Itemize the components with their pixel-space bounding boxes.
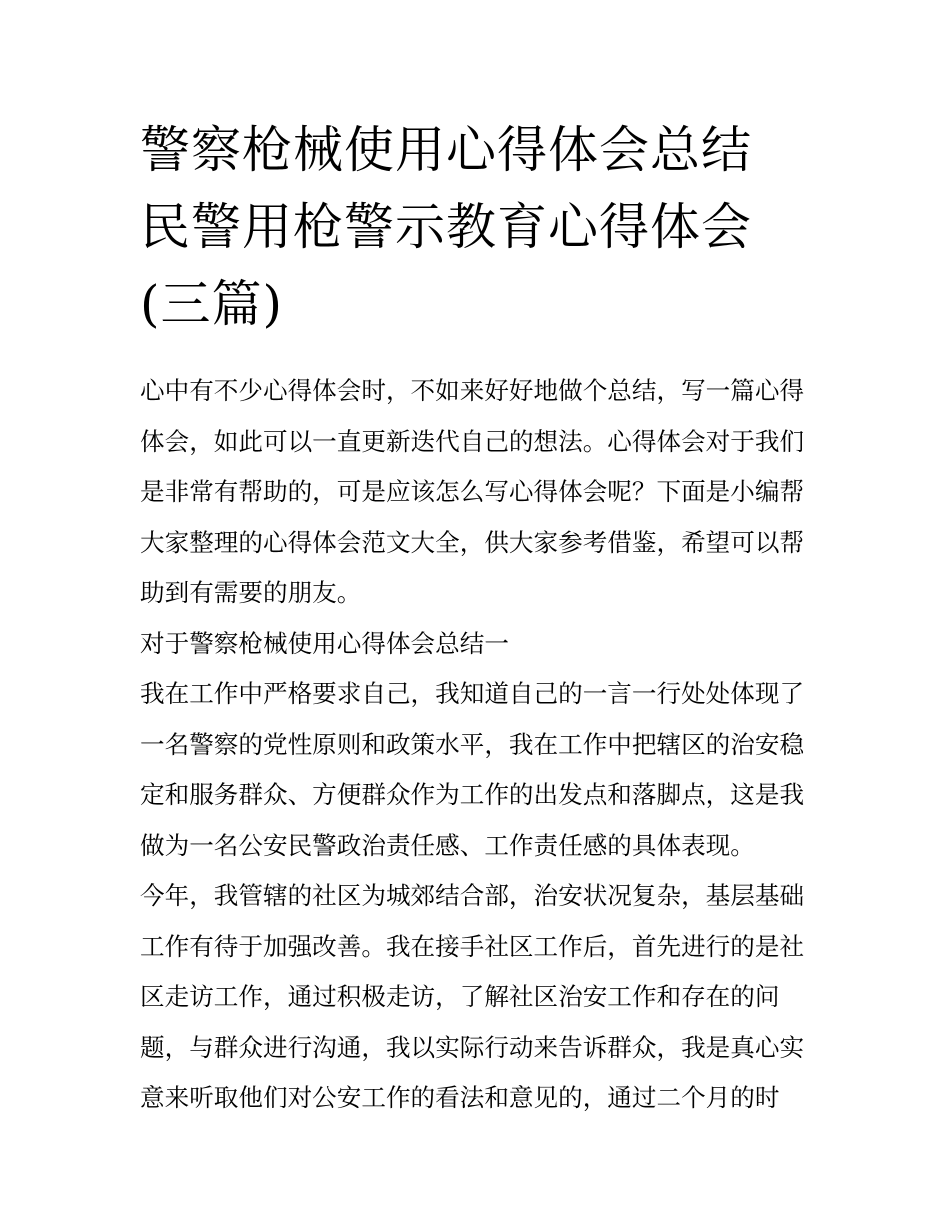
section-heading: 对于警察枪械使用心得体会总结一 bbox=[140, 628, 509, 658]
intro-paragraph bbox=[140, 366, 812, 619]
paragraph-line: 我在工作中严格要求自己，我知道自己的一言一行处处体现了 bbox=[140, 679, 805, 708]
body-paragraph-1 bbox=[140, 669, 812, 871]
paragraph-line: 一名警察的党性原则和政策水平，我在工作中把辖区的治安稳 bbox=[140, 729, 805, 759]
intro-line: 大家整理的心得体会范文大全，供大家参考借鉴，希望可以帮 bbox=[140, 527, 805, 557]
document-title: 警察枪械使用心得体会总结 民警用枪警示教育心得体会(三篇) bbox=[140, 121, 752, 333]
paragraph-line: 工作有待于加强改善。我在接手社区工作后，首先进行的是社 bbox=[140, 931, 805, 961]
body-paragraph-2 bbox=[140, 871, 812, 1124]
paragraph-line: 今年，我管辖的社区为城郊结合部，治安状况复杂，基层基础 bbox=[140, 881, 805, 910]
paragraph-line: 题，与群众进行沟通，我以实际行动来告诉群众，我是真心实 bbox=[140, 1032, 805, 1062]
intro-line: 是非常有帮助的，可是应该怎么写心得体会呢？下面是小编帮 bbox=[140, 477, 805, 506]
paragraph-line: 区走访工作，通过积极走访，了解社区治安工作和存在的问 bbox=[140, 982, 780, 1011]
intro-line: 体会，如此可以一直更新迭代自己的想法。心得体会对于我们 bbox=[140, 426, 805, 456]
intro-line: 助到有需要的朋友。 bbox=[140, 578, 362, 607]
paragraph-line: 意来听取他们对公安工作的看法和意见的，通过二个月的时 bbox=[140, 1083, 780, 1112]
intro-line: 心中有不少心得体会时，不如来好好地做个总结，写一篇心得 bbox=[140, 376, 805, 405]
document-page bbox=[140, 112, 812, 1124]
paragraph-line: 定和服务群众、方便群众作为工作的出发点和落脚点，这是我 bbox=[140, 780, 805, 809]
paragraph-line: 做为一名公安民警政治责任感、工作责任感的具体表现。 bbox=[140, 830, 755, 860]
